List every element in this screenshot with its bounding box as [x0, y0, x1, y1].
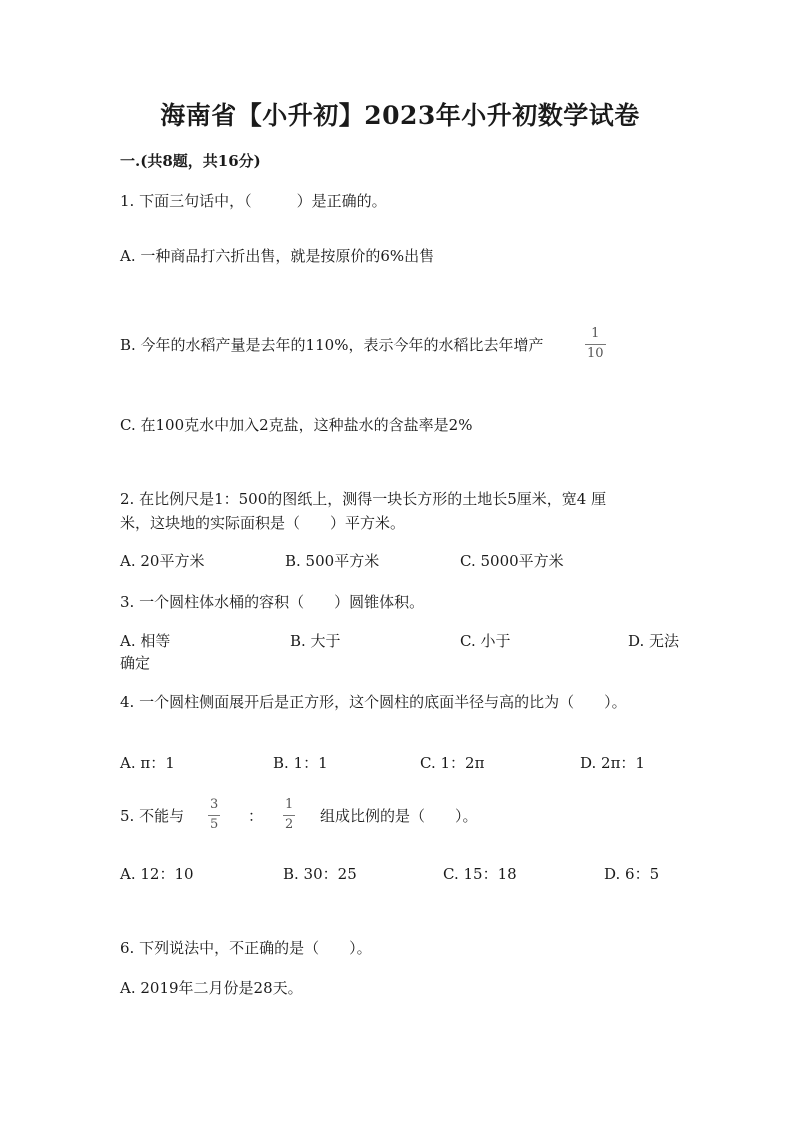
question-3-option-d-continued: 确定: [120, 654, 151, 672]
question-3-stem: 3. 一个圆柱体水桶的容积（ ）圆锥体积。: [120, 593, 425, 611]
question-6-stem: 6. 下列说法中，不正确的是（ ）。: [120, 939, 372, 957]
question-1-option-a: A. 一种商品打六折出售，就是按原价的6%出售: [120, 247, 435, 265]
question-4-stem: 4. 一个圆柱侧面展开后是正方形，这个圆柱的底面半径与高的比为（ ）。: [120, 693, 627, 711]
question-5-fraction-1: [208, 798, 220, 833]
fraction-bar: [208, 815, 220, 816]
question-1-fraction: [585, 327, 606, 362]
question-6-option-a: A. 2019年二月份是28天。: [120, 979, 303, 997]
question-3-option-c: C. 小于: [460, 632, 511, 650]
fraction-numerator: 1: [591, 326, 600, 341]
question-4-option-a: A. π：1: [120, 754, 175, 772]
question-3-option-a: A. 相等: [120, 632, 171, 650]
fraction-bar: [585, 344, 606, 345]
question-5-fraction-2: [283, 798, 295, 833]
question-4-option-c: C. 1：2π: [420, 754, 485, 772]
question-1-stem: 1. 下面三句话中，（ ）是正确的。: [120, 192, 387, 210]
question-4-option-d: D. 2π：1: [580, 754, 645, 772]
question-5-option-a: A. 12：10: [120, 865, 194, 883]
question-1-option-c: C. 在100克水中加入2克盐，这种盐水的含盐率是2%: [120, 416, 473, 434]
question-5-colon: ：: [248, 807, 264, 825]
question-2-stem-line-2: 米，这块地的实际面积是（ ）平方米。: [120, 514, 406, 532]
fraction-denominator: 10: [587, 345, 604, 361]
question-4-option-b: B. 1：1: [273, 754, 328, 772]
question-3-option-b: B. 大于: [290, 632, 341, 650]
question-2-option-a: A. 20平方米: [120, 552, 205, 570]
fraction-denominator: 5: [210, 816, 219, 832]
question-2-option-c: C. 5000平方米: [460, 552, 564, 570]
page-title: 海南省【小升初】2023年小升初数学试卷: [160, 101, 640, 130]
question-3-option-d: D. 无法: [628, 632, 680, 650]
fraction-numerator: 1: [285, 797, 294, 812]
question-5-stem-post: 组成比例的是（ ）。: [320, 807, 478, 825]
question-5-option-d: D. 6：5: [604, 865, 660, 883]
question-2-option-b: B. 500平方米: [285, 552, 380, 570]
question-5-option-c: C. 15：18: [443, 865, 517, 883]
question-5-option-b: B. 30：25: [283, 865, 357, 883]
question-1-option-b: B. 今年的水稻产量是去年的110%，表示今年的水稻比去年增产: [120, 336, 544, 354]
question-5-stem-pre: 5. 不能与: [120, 807, 185, 825]
fraction-bar: [283, 815, 295, 816]
fraction-denominator: 2: [285, 816, 294, 832]
fraction-numerator: 3: [210, 797, 219, 812]
section-heading: 一.(共8题，共16分): [120, 152, 261, 170]
question-2-stem-line-1: 2. 在比例尺是1：500的图纸上，测得一块长方形的土地长5厘米，宽4 厘: [120, 490, 607, 508]
